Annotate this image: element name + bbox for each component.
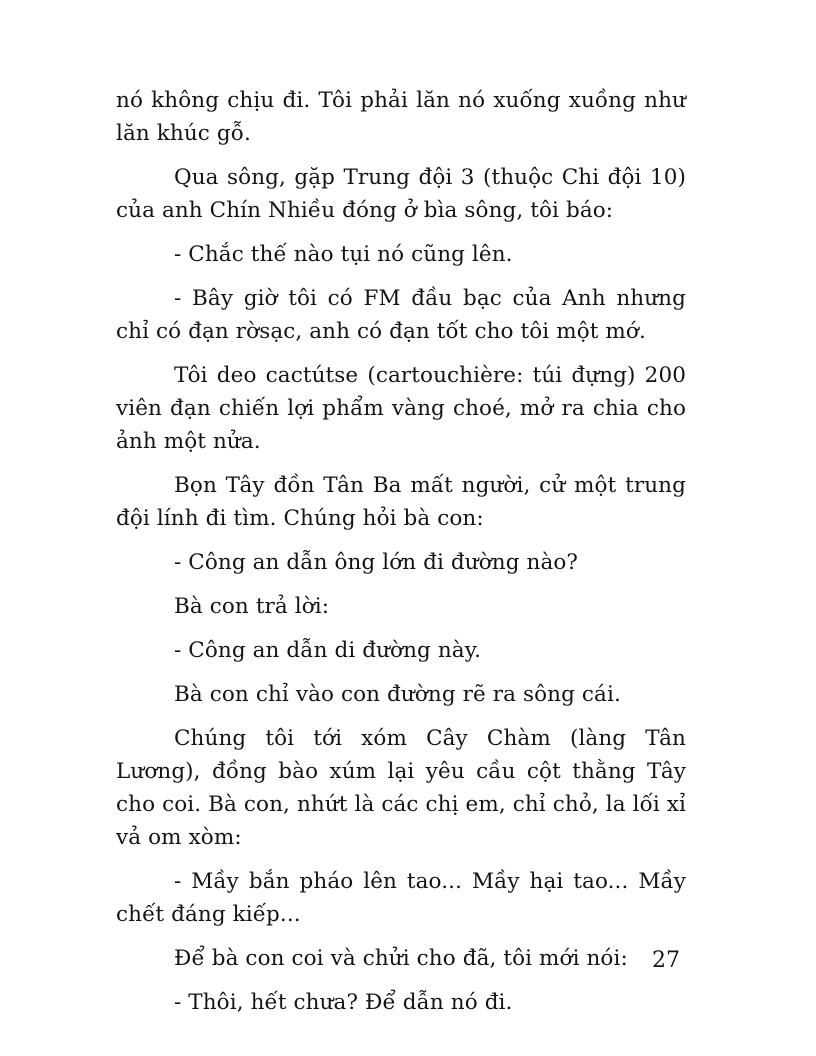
dialogue-line: - Công an dẫn di đường này. — [174, 638, 482, 663]
page-number: 27 — [652, 948, 680, 973]
paragraph-continuation: nó không chịu đi. Tôi phải lăn nó xuống xuồng như lăn khúc gỗ. — [116, 88, 686, 146]
dialogue-line: - Công an dẫn ông lớn đi đường nào? — [174, 550, 579, 575]
body-text — [116, 84, 686, 1030]
paragraph: Bọn Tây đồn Tân Ba mất người, cử một trung đội lính đi tìm. Chúng hỏi bà con: — [116, 473, 686, 531]
dialogue-line: - Bây giờ tôi có FM đầu bạc của Anh nhưng chỉ có đạn rờsạc, anh có đạn tốt cho tôi một mớ. — [116, 286, 686, 344]
paragraph: Qua sông, gặp Trung đội 3 (thuộc Chi đội 10) của anh Chín Nhiều đóng ở bìa sông, tôi báo: — [116, 165, 686, 223]
dialogue-line: - Chắc thế nào tụi nó cũng lên. — [174, 242, 513, 267]
dialogue-line: - Mầy bắn pháo lên tao... Mầy hại tao... Mầy chết đáng kiếp... — [116, 869, 686, 927]
paragraph: Tôi deo cactútse (cartouchière: túi đựng) 200 viên đạn chiến lợi phẩm vàng choé, mở ra chia cho ảnh một nửa. — [116, 363, 686, 454]
paragraph: Để bà con coi và chửi cho đã, tôi mới nói: — [174, 946, 628, 971]
paragraph: Bà con chỉ vào con đường rẽ ra sông cái. — [174, 682, 621, 707]
dialogue-line: - Thôi, hết chưa? Để dẫn nó đi. — [174, 990, 513, 1015]
paragraph: Bà con trả lời: — [174, 594, 330, 619]
paragraph: Chúng tôi tới xóm Cây Chàm (làng Tân Lương), đồng bào xúm lại yêu cầu cột thằng Tây cho coi. Bà con, nhứt là các chị em, chỉ chỏ, la lối xỉ vả om xòm: — [116, 726, 686, 850]
